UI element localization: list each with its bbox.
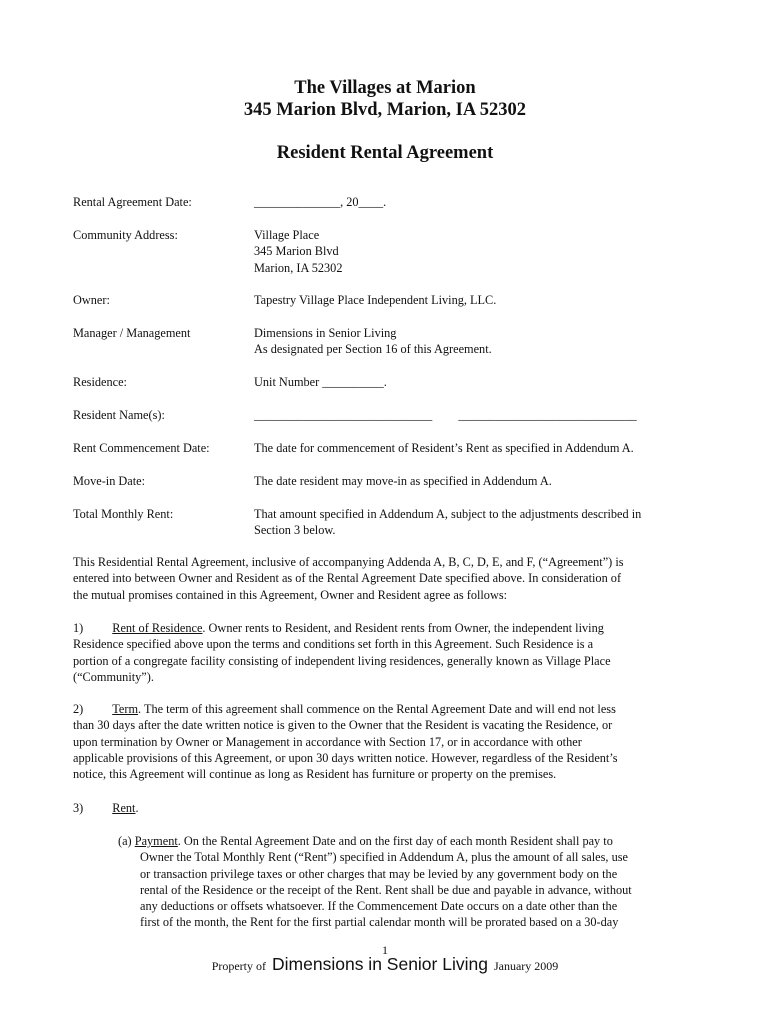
paragraph-line: any deductions or offsets whatsoever. If the Commencement Date occurs on a date other than the	[140, 899, 618, 914]
paragraph-line: (“Community”).	[73, 669, 154, 684]
paragraph-line: entered into between Owner and Resident as of the Rental Agreement Date specified above. In consideration of	[73, 571, 622, 586]
field-label: Residence:	[73, 375, 127, 389]
field-label: Move-in Date:	[73, 474, 146, 488]
paragraph-line: Residence specified above upon the terms and conditions set forth in this Agreement. Such Residence is a	[73, 637, 594, 652]
subsection-marker: (a)	[118, 834, 132, 848]
subsection-heading: Payment	[134, 834, 178, 848]
field-label: Community Address:	[73, 228, 178, 242]
field-value: Unit Number __________.	[254, 375, 387, 389]
field-label: Rental Agreement Date:	[73, 195, 192, 209]
footer-date: January 2009	[493, 959, 559, 973]
address-line: 345 Marion Blvd	[254, 244, 339, 259]
paragraph-line: upon termination by Owner or Management in accordance with Section 17, or in accordance with other	[73, 734, 582, 749]
paragraph-line: This Residential Rental Agreement, inclusive of accompanying Addenda A, B, C, D, E, and F, (“Agreement”) is	[73, 555, 624, 569]
field-label: Resident Name(s):	[73, 408, 165, 422]
page-number: 1	[382, 943, 388, 957]
section-3a	[118, 833, 698, 931]
field-label: Owner:	[73, 293, 110, 307]
section-number: 2)	[73, 702, 84, 716]
field-value: The date for commencement of Resident’s Rent as specified in Addendum A.	[254, 441, 634, 455]
section-number: 3)	[73, 801, 84, 815]
paragraph-line: applicable provisions of this Agreement, or upon 30 days written notice. However, regardless of the Resident’s	[73, 750, 618, 765]
field-value	[254, 325, 704, 358]
community-address-heading: 345 Marion Blvd, Marion, IA 52302	[243, 100, 527, 120]
manager-line: Dimensions in Senior Living	[254, 326, 397, 340]
document-title: Resident Rental Agreement	[276, 143, 494, 163]
field-value	[254, 227, 704, 276]
section-1	[73, 620, 697, 685]
paragraph-line: the mutual promises contained in this Agreement, Owner and Resident agree as follows:	[73, 587, 508, 602]
field-value: The date resident may move-in as specified in Addendum A.	[254, 474, 552, 488]
intro-paragraph	[73, 554, 697, 603]
section-text: . Owner rents to Resident, and Resident rents from Owner, the independent living	[202, 621, 604, 635]
page-footer	[0, 956, 770, 974]
field-value: Tapestry Village Place Independent Living, LLC.	[254, 293, 497, 307]
field-label: Manager / Management	[73, 326, 191, 340]
section-heading: Term	[112, 702, 139, 716]
subsection-text: . On the Rental Agreement Date and on the first day of each month Resident shall pay to	[177, 834, 613, 848]
field-label: Total Monthly Rent:	[73, 507, 174, 521]
field-value	[254, 506, 704, 539]
resident-name-blank-1: _____________________________	[254, 408, 433, 422]
field-label: Rent Commencement Date:	[73, 441, 210, 455]
footer-company: Dimensions in Senior Living	[272, 954, 488, 974]
paragraph-line: or transaction privilege taxes or other charges that may be levied by any government body on the	[140, 866, 618, 881]
paragraph-line: notice, this Agreement will continue as long as Resident has furniture or property on the premises.	[73, 767, 557, 782]
paragraph-line: than 30 days after the date written notice is given to the Owner that the Resident is vacating the Residence, or	[73, 718, 613, 733]
manager-line: As designated per Section 16 of this Agreement.	[254, 342, 492, 357]
resident-name-blanks	[254, 407, 714, 423]
resident-name-blank-2: _____________________________	[458, 408, 637, 422]
footer-prefix: Property of	[211, 959, 267, 973]
paragraph-line: portion of a congregate facility consisting of independent living residences, generally known as Village Place	[73, 653, 611, 668]
section-heading: Rent of Residence	[112, 621, 203, 635]
paragraph-line: first of the month, the Rent for the first partial calendar month will be prorated based on a 30-day	[140, 915, 619, 930]
section-2	[73, 701, 697, 782]
rent-line: That amount specified in Addendum A, subject to the adjustments described in	[254, 507, 642, 521]
rent-line: Section 3 below.	[254, 523, 336, 538]
paragraph-line: Owner the Total Monthly Rent (“Rent”) specified in Addendum A, plus the amount of all sales, use	[140, 850, 628, 865]
address-line: Village Place	[254, 228, 320, 242]
section-text: . The term of this agreement shall commence on the Rental Agreement Date and will end not less	[138, 702, 616, 716]
address-line: Marion, IA 52302	[254, 260, 343, 275]
section-heading: Rent	[112, 801, 136, 815]
field-value: ______________, 20____.	[254, 195, 387, 209]
section-3	[73, 800, 697, 816]
section-heading-end: .	[135, 801, 139, 815]
paragraph-line: rental of the Residence or the receipt of the Rent. Rent shall be due and payable in advance, without	[140, 882, 632, 897]
section-number: 1)	[73, 621, 84, 635]
community-name-heading: The Villages at Marion	[294, 78, 476, 98]
